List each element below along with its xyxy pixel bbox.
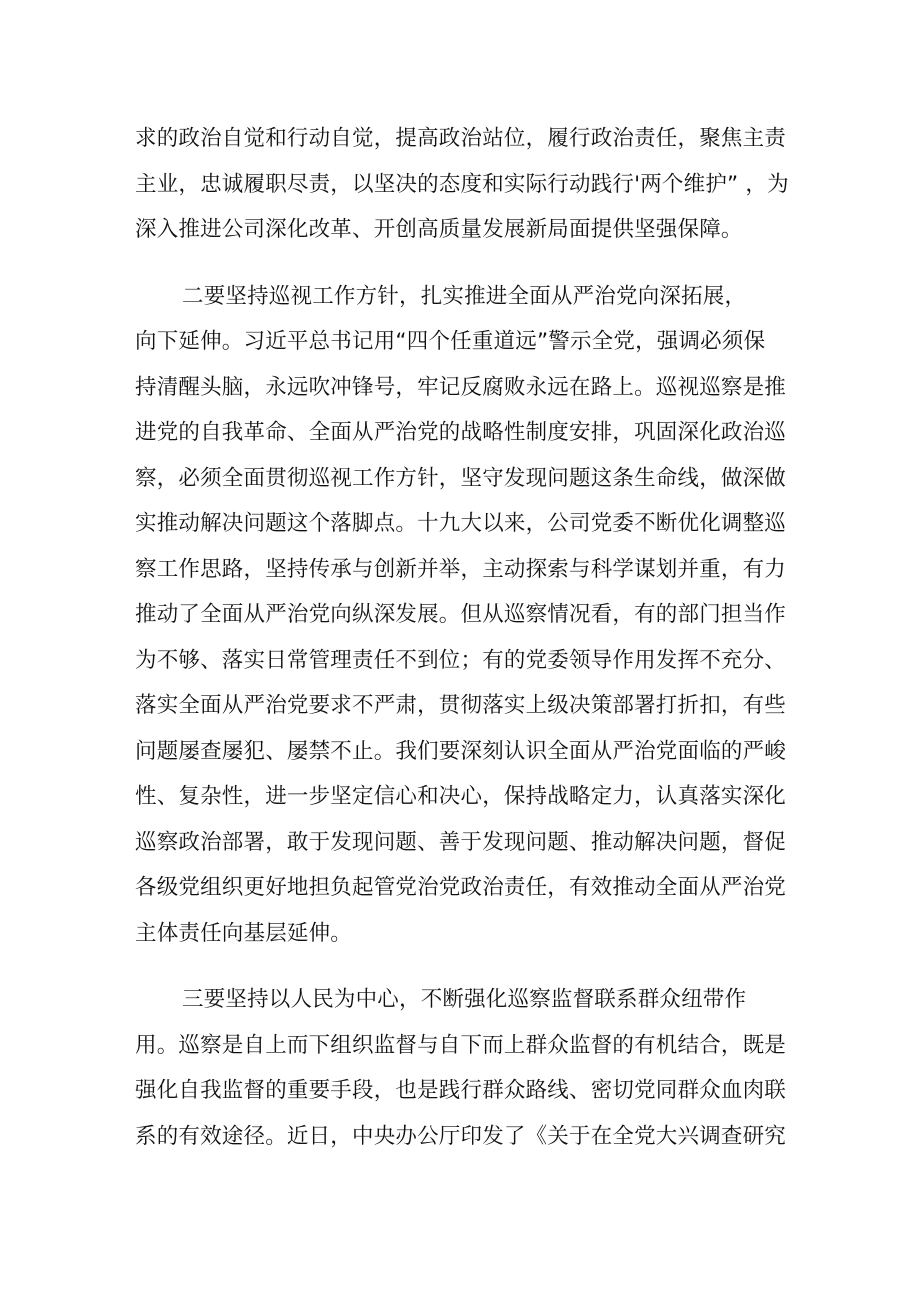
text-line: 察工作思路，坚持传承与创新并举，主动探索与科学谋划并重，有力: [135, 556, 787, 582]
text-line: 巡察政治部署，敢于发现问题、善于发现问题、推动解决问题，督促: [135, 829, 787, 855]
text-line: 强化自我监督的重要手段，也是践行群众路线、密切党同群众血肉联: [135, 1078, 787, 1103]
text-line: 实推动解决问题这个落脚点。十九大以来，公司党委不断优化调整巡: [135, 511, 787, 536]
text-line: 进党的自我革命、全面从严治党的战略性制度安排，巩固深化政治巡: [135, 420, 787, 445]
paragraph-gap: [135, 253, 795, 274]
paragraph-3: [135, 977, 795, 1159]
text-line: 深入推进公司深化改革、开创高质量发展新局面提供坚强保障。: [135, 217, 743, 242]
text-line: 系的有效途径。近日，中央办公厅印发了《关于在全党大兴调查研究: [135, 1123, 787, 1149]
text-line: 落实全面从严治党要求不严肃，贯彻落实上级决策部署打折扣，有些: [135, 693, 787, 718]
text-line: 察，必须全面贯彻巡视工作方针，坚守发现问题这条生命线，做深做: [135, 465, 787, 491]
text-line: 求的政治自觉和行动自觉，提高政治站位，履行政治责任，聚焦主责: [135, 126, 787, 151]
document-body: [135, 116, 795, 1159]
text-line: 主体责任向基层延伸。: [135, 920, 353, 946]
text-line: 持清醒头脑，永远吹冲锋号，牢记反腐败永远在路上。巡视巡察是推: [135, 374, 787, 400]
text-line: 各级党组织更好地担负起管党治党政治责任，有效推动全面从严治党: [135, 875, 787, 900]
text-line: 二要坚持巡视工作方针，扎实推进全面从严治党向深拓展，: [182, 283, 747, 309]
paragraph-1: [135, 116, 795, 253]
text-line: 问题屡查屡犯、屡禁不止。我们要深刻认识全面从严治党面临的严峻: [135, 738, 787, 764]
text-line: 用。巡察是自上而下组织监督与自下而上群众监督的有机结合，既是: [135, 1032, 787, 1058]
text-line: 推动了全面从严治党向纵深发展。但从巡察情况看，有的部门担当作: [135, 602, 787, 627]
text-line: 为不够、落实日常管理责任不到位；有的党委领导作用发挥不充分、: [135, 647, 787, 673]
text-line: 向下延伸。习近平总书记用“四个任重道远”警示全党，强调必须保: [135, 329, 766, 354]
paragraph-2: [135, 274, 795, 957]
text-line: 三要坚持以人民为中心，不断强化巡察监督联系群众纽带作: [182, 987, 747, 1012]
text-line: 主业，忠诚履职尽责，以坚决的态度和实际行动践行'两个维护” ，为: [135, 171, 789, 197]
paragraph-gap: [135, 956, 795, 977]
text-line: 性、复杂性，进一步坚定信心和决心，保持战略定力，认真落实深化: [135, 784, 787, 809]
